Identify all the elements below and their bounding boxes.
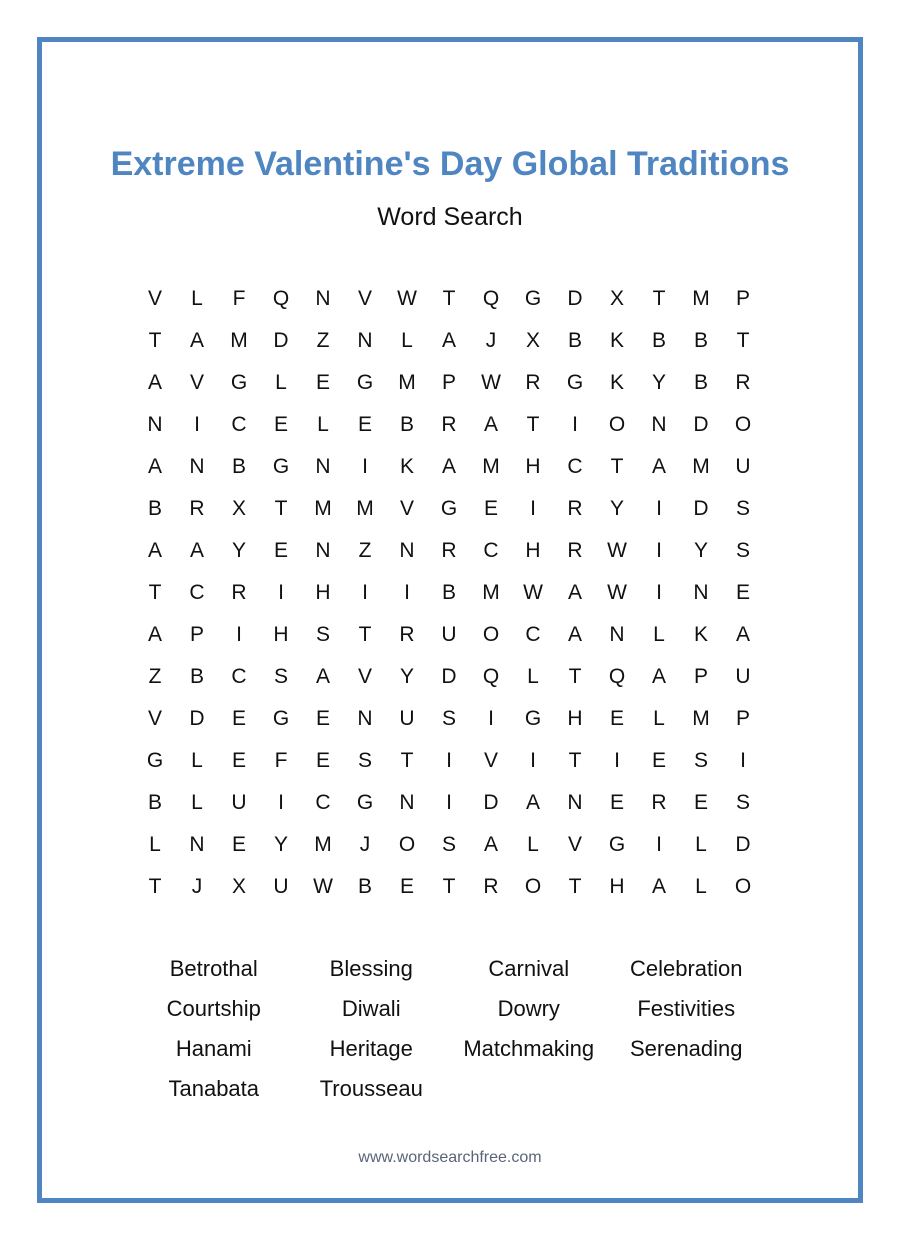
grid-cell[interactable]: N	[357, 329, 373, 352]
grid-cell[interactable]: V	[189, 371, 204, 394]
grid-cell[interactable]: T	[568, 749, 582, 772]
grid-cell[interactable]: A	[483, 413, 498, 436]
grid-cell[interactable]: Q	[482, 665, 500, 688]
grid-cell[interactable]: D	[441, 665, 457, 688]
grid-cell[interactable]: D	[273, 329, 289, 352]
grid-cell[interactable]: O	[482, 623, 500, 646]
grid-cell[interactable]: B	[441, 581, 456, 604]
grid-cell[interactable]: R	[483, 875, 499, 898]
grid-cell[interactable]: A	[189, 329, 204, 352]
grid-cell[interactable]: O	[734, 413, 752, 436]
grid-cell[interactable]: A	[525, 791, 540, 814]
grid-cell[interactable]: A	[735, 623, 750, 646]
grid-cell[interactable]: H	[525, 539, 541, 562]
page-subtitle: Word Search	[377, 203, 523, 231]
grid-cell[interactable]: W	[313, 875, 333, 898]
grid-cell[interactable]: A	[567, 623, 582, 646]
grid-cell[interactable]: G	[356, 371, 374, 394]
grid-cell[interactable]: G	[272, 455, 290, 478]
grid-cell[interactable]: U	[735, 665, 751, 688]
grid-cell[interactable]: T	[736, 329, 750, 352]
grid-cell[interactable]: O	[608, 413, 626, 436]
word-list-item: Dowry	[497, 996, 560, 1021]
grid-cell[interactable]: E	[609, 707, 624, 730]
grid-cell[interactable]: L	[527, 665, 539, 688]
grid-cell[interactable]: E	[231, 707, 246, 730]
grid-cell[interactable]: M	[692, 455, 710, 478]
grid-cell[interactable]: M	[314, 833, 332, 856]
grid-cell[interactable]: N	[189, 455, 205, 478]
grid-cell[interactable]: A	[147, 455, 162, 478]
grid-cell[interactable]: E	[651, 749, 666, 772]
grid-cell[interactable]: D	[735, 833, 751, 856]
grid-cell[interactable]: M	[356, 497, 374, 520]
grid-cell[interactable]: K	[693, 623, 708, 646]
grid-cell[interactable]: L	[149, 833, 161, 856]
grid-cell[interactable]: L	[317, 413, 329, 436]
grid-cell[interactable]: A	[483, 833, 498, 856]
grid-cell[interactable]: B	[651, 329, 666, 352]
grid-cell[interactable]: T	[526, 413, 540, 436]
grid-cell[interactable]: R	[651, 791, 667, 814]
grid-cell[interactable]: X	[231, 875, 246, 898]
grid-cell[interactable]: E	[357, 413, 372, 436]
grid-cell[interactable]: G	[608, 833, 626, 856]
grid-cell[interactable]: D	[693, 413, 709, 436]
grid-cell[interactable]: A	[147, 539, 162, 562]
grid-cell[interactable]: W	[607, 581, 627, 604]
grid-cell[interactable]: Y	[609, 497, 624, 520]
grid-cell[interactable]: S	[357, 749, 372, 772]
grid-cell[interactable]: B	[567, 329, 582, 352]
grid-cell[interactable]: R	[735, 371, 751, 394]
grid-cell[interactable]: S	[441, 707, 456, 730]
grid-cell[interactable]: R	[441, 539, 457, 562]
grid-cell[interactable]: S	[273, 665, 288, 688]
grid-cell[interactable]: G	[524, 707, 542, 730]
grid-cell[interactable]: L	[191, 749, 203, 772]
grid-cell[interactable]: S	[735, 497, 750, 520]
grid-cell[interactable]: I	[446, 749, 452, 772]
grid-cell[interactable]: O	[524, 875, 542, 898]
grid-cell[interactable]: S	[693, 749, 708, 772]
grid-cell[interactable]: I	[236, 623, 242, 646]
grid-cell[interactable]: H	[315, 581, 331, 604]
grid-cell[interactable]: T	[442, 875, 456, 898]
grid-cell[interactable]: A	[147, 623, 162, 646]
grid-cell[interactable]: D	[189, 707, 205, 730]
grid-cell[interactable]: L	[191, 791, 203, 814]
grid-cell[interactable]: M	[398, 371, 416, 394]
word-list-item: Hanami	[175, 1036, 252, 1061]
grid-cell[interactable]: E	[315, 371, 330, 394]
grid-cell[interactable]: Y	[651, 371, 666, 394]
word-list-item: Festivities	[637, 996, 736, 1021]
grid-cell[interactable]: F	[274, 749, 288, 772]
grid-cell[interactable]: N	[189, 833, 205, 856]
word-list-item: Blessing	[329, 956, 413, 981]
grid-cell[interactable]: T	[652, 287, 666, 310]
grid-cell[interactable]: H	[273, 623, 289, 646]
grid-cell[interactable]: C	[315, 791, 331, 814]
grid-cell[interactable]: J	[485, 329, 497, 352]
grid-cell[interactable]: T	[148, 581, 162, 604]
grid-cell[interactable]: N	[651, 413, 667, 436]
grid-cell[interactable]: I	[488, 707, 494, 730]
grid-cell[interactable]: B	[693, 371, 708, 394]
grid-cell[interactable]: R	[231, 581, 247, 604]
grid-cell[interactable]: I	[614, 749, 620, 772]
grid-cell[interactable]: F	[232, 287, 246, 310]
grid-cell[interactable]: N	[399, 539, 415, 562]
word-list	[135, 953, 765, 1113]
grid-cell[interactable]: Q	[272, 287, 290, 310]
grid-cell[interactable]: V	[147, 287, 162, 310]
grid-cell[interactable]: U	[231, 791, 247, 814]
grid-cell[interactable]: E	[315, 707, 330, 730]
grid-cell[interactable]: L	[653, 623, 665, 646]
grid-cell[interactable]: G	[566, 371, 584, 394]
grid-cell[interactable]: A	[147, 371, 162, 394]
grid-cell[interactable]: S	[735, 539, 750, 562]
grid-cell[interactable]: V	[399, 497, 414, 520]
grid-cell[interactable]: L	[653, 707, 665, 730]
grid-cell[interactable]: S	[441, 833, 456, 856]
grid-cell[interactable]: W	[397, 287, 417, 310]
grid-cell[interactable]: B	[357, 875, 372, 898]
grid-cell[interactable]: E	[273, 539, 288, 562]
grid-cell[interactable]: H	[525, 455, 541, 478]
grid-cell[interactable]: Z	[148, 665, 162, 688]
grid-cell[interactable]: M	[692, 287, 710, 310]
grid-cell[interactable]: X	[231, 497, 246, 520]
grid-cell[interactable]: Z	[358, 539, 372, 562]
grid-cell[interactable]: G	[524, 287, 542, 310]
grid-cell[interactable]: C	[231, 665, 247, 688]
grid-cell[interactable]: N	[609, 623, 625, 646]
grid-cell[interactable]: L	[695, 833, 707, 856]
grid-cell[interactable]: R	[399, 623, 415, 646]
grid-cell[interactable]: P	[189, 623, 204, 646]
grid-cell[interactable]: I	[740, 749, 746, 772]
grid-cell[interactable]: I	[194, 413, 200, 436]
grid-cell[interactable]: I	[446, 791, 452, 814]
grid-cell[interactable]: B	[399, 413, 414, 436]
grid-cell[interactable]: C	[525, 623, 541, 646]
grid-cell[interactable]: P	[735, 287, 750, 310]
grid-cell[interactable]: J	[191, 875, 203, 898]
grid-cell[interactable]: N	[693, 581, 709, 604]
grid-cell[interactable]: E	[315, 749, 330, 772]
grid-cell[interactable]: N	[315, 539, 331, 562]
grid-cell[interactable]: N	[315, 455, 331, 478]
grid-cell[interactable]: I	[656, 497, 662, 520]
grid-cell[interactable]: H	[609, 875, 625, 898]
grid-cell[interactable]: I	[404, 581, 410, 604]
page-title: Extreme Valentine's Day Global Traditions	[110, 145, 790, 183]
grid-cell[interactable]: S	[315, 623, 330, 646]
grid-cell[interactable]: D	[693, 497, 709, 520]
grid-cell[interactable]: N	[315, 287, 331, 310]
grid-cell[interactable]: V	[147, 707, 162, 730]
grid-cell[interactable]: H	[567, 707, 583, 730]
grid-cell[interactable]: I	[530, 497, 536, 520]
grid-cell[interactable]: Q	[608, 665, 626, 688]
grid-cell[interactable]: C	[567, 455, 583, 478]
grid-cell[interactable]: L	[275, 371, 287, 394]
grid-cell[interactable]: A	[189, 539, 204, 562]
grid-cell[interactable]: N	[357, 707, 373, 730]
grid-cell[interactable]: U	[273, 875, 289, 898]
grid-cell[interactable]: D	[567, 287, 583, 310]
grid-cell[interactable]: E	[231, 749, 246, 772]
grid-cell[interactable]: Y	[231, 539, 246, 562]
word-list-item: Diwali	[341, 996, 401, 1021]
grid-cell[interactable]: E	[735, 581, 750, 604]
grid-cell[interactable]: E	[483, 497, 498, 520]
grid-cell[interactable]: A	[315, 665, 330, 688]
grid-cell[interactable]: B	[189, 665, 204, 688]
grid-cell[interactable]: P	[441, 371, 456, 394]
word-list-item: Betrothal	[169, 956, 258, 981]
grid-cell[interactable]: E	[231, 833, 246, 856]
grid-cell[interactable]: A	[441, 329, 456, 352]
grid-cell[interactable]: T	[358, 623, 372, 646]
grid-cell[interactable]: I	[278, 791, 284, 814]
grid-cell[interactable]: R	[567, 539, 583, 562]
grid-cell[interactable]: I	[278, 581, 284, 604]
grid-cell[interactable]: C	[189, 581, 205, 604]
grid-cell[interactable]: P	[693, 665, 708, 688]
grid-cell[interactable]: U	[735, 455, 751, 478]
grid-cell[interactable]: T	[568, 875, 582, 898]
grid-cell[interactable]: U	[441, 623, 457, 646]
grid-cell[interactable]: L	[527, 833, 539, 856]
grid-cell[interactable]: L	[695, 875, 707, 898]
footer-url[interactable]: www.wordsearchfree.com	[358, 1149, 542, 1166]
grid-cell[interactable]: R	[525, 371, 541, 394]
grid-cell[interactable]: O	[398, 833, 416, 856]
grid-cell[interactable]: J	[359, 833, 371, 856]
word-list-item: Serenading	[629, 1036, 743, 1061]
word-list-item: Courtship	[166, 996, 261, 1021]
grid-cell[interactable]: W	[481, 371, 501, 394]
grid-cell[interactable]: E	[609, 791, 624, 814]
word-list-item: Heritage	[329, 1036, 413, 1061]
word-list-item: Tanabata	[168, 1076, 260, 1101]
grid-cell[interactable]: I	[362, 455, 368, 478]
grid-cell[interactable]: T	[148, 329, 162, 352]
grid-cell[interactable]: I	[656, 833, 662, 856]
grid-cell[interactable]: K	[609, 329, 624, 352]
grid-cell[interactable]: V	[357, 287, 372, 310]
grid-cell[interactable]: M	[692, 707, 710, 730]
grid-cell[interactable]: B	[231, 455, 246, 478]
grid-cell[interactable]: R	[441, 413, 457, 436]
grid-cell[interactable]: T	[610, 455, 624, 478]
grid-cell[interactable]: W	[607, 539, 627, 562]
grid-cell[interactable]: A	[651, 455, 666, 478]
grid-cell[interactable]: B	[147, 791, 162, 814]
grid-cell[interactable]: M	[482, 581, 500, 604]
grid-cell[interactable]: I	[656, 581, 662, 604]
grid-cell[interactable]: I	[656, 539, 662, 562]
grid-cell[interactable]: G	[230, 371, 248, 394]
grid-cell[interactable]: E	[273, 413, 288, 436]
grid-cell[interactable]: T	[274, 497, 288, 520]
grid-cell[interactable]: I	[530, 749, 536, 772]
grid-cell[interactable]: I	[572, 413, 578, 436]
grid-cell[interactable]: C	[483, 539, 499, 562]
grid-cell[interactable]: K	[399, 455, 414, 478]
grid-cell[interactable]: N	[567, 791, 583, 814]
grid-cell[interactable]: A	[441, 455, 456, 478]
grid-cell[interactable]: V	[357, 665, 372, 688]
grid-cell[interactable]: G	[146, 749, 164, 772]
grid-cell[interactable]: V	[567, 833, 582, 856]
grid-cell[interactable]: R	[567, 497, 583, 520]
grid-cell[interactable]: N	[147, 413, 163, 436]
grid-cell[interactable]: T	[148, 875, 162, 898]
grid-cell[interactable]: T	[400, 749, 414, 772]
grid-cell[interactable]: N	[399, 791, 415, 814]
grid-cell[interactable]: G	[356, 791, 374, 814]
grid-cell[interactable]: P	[735, 707, 750, 730]
grid-cell[interactable]: S	[735, 791, 750, 814]
grid-cell[interactable]: L	[401, 329, 413, 352]
grid-cell[interactable]: I	[362, 581, 368, 604]
grid-cell[interactable]: C	[231, 413, 247, 436]
grid-cell[interactable]: E	[399, 875, 414, 898]
grid-cell[interactable]: W	[523, 581, 543, 604]
grid-cell[interactable]: M	[230, 329, 248, 352]
letter-grid	[134, 282, 764, 912]
grid-cell[interactable]: T	[568, 665, 582, 688]
grid-cell[interactable]: E	[693, 791, 708, 814]
grid-cell[interactable]: B	[693, 329, 708, 352]
grid-cell[interactable]: A	[651, 665, 666, 688]
grid-cell[interactable]: Y	[399, 665, 414, 688]
grid-cell[interactable]: Y	[273, 833, 288, 856]
grid-cell[interactable]: B	[147, 497, 162, 520]
grid-cell[interactable]: Y	[693, 539, 708, 562]
grid-cell[interactable]: X	[525, 329, 540, 352]
grid-cell[interactable]: V	[483, 749, 498, 772]
grid-cell[interactable]: D	[483, 791, 499, 814]
grid-cell[interactable]: X	[609, 287, 624, 310]
grid-cell[interactable]: L	[191, 287, 203, 310]
grid-cell[interactable]: R	[189, 497, 205, 520]
word-list-item: Carnival	[488, 956, 570, 981]
grid-cell[interactable]: G	[440, 497, 458, 520]
grid-cell[interactable]: M	[482, 455, 500, 478]
grid-cell[interactable]: Z	[316, 329, 330, 352]
word-list-item: Trousseau	[319, 1076, 423, 1101]
word-list-item: Celebration	[629, 956, 743, 981]
grid-cell[interactable]: G	[272, 707, 290, 730]
grid-cell[interactable]: U	[399, 707, 415, 730]
grid-cell[interactable]: A	[567, 581, 582, 604]
grid-cell[interactable]: K	[609, 371, 624, 394]
grid-cell[interactable]: A	[651, 875, 666, 898]
grid-cell[interactable]: T	[442, 287, 456, 310]
word-list-item: Matchmaking	[463, 1036, 595, 1061]
grid-cell[interactable]: M	[314, 497, 332, 520]
grid-cell[interactable]: Q	[482, 287, 500, 310]
grid-cell[interactable]: O	[734, 875, 752, 898]
